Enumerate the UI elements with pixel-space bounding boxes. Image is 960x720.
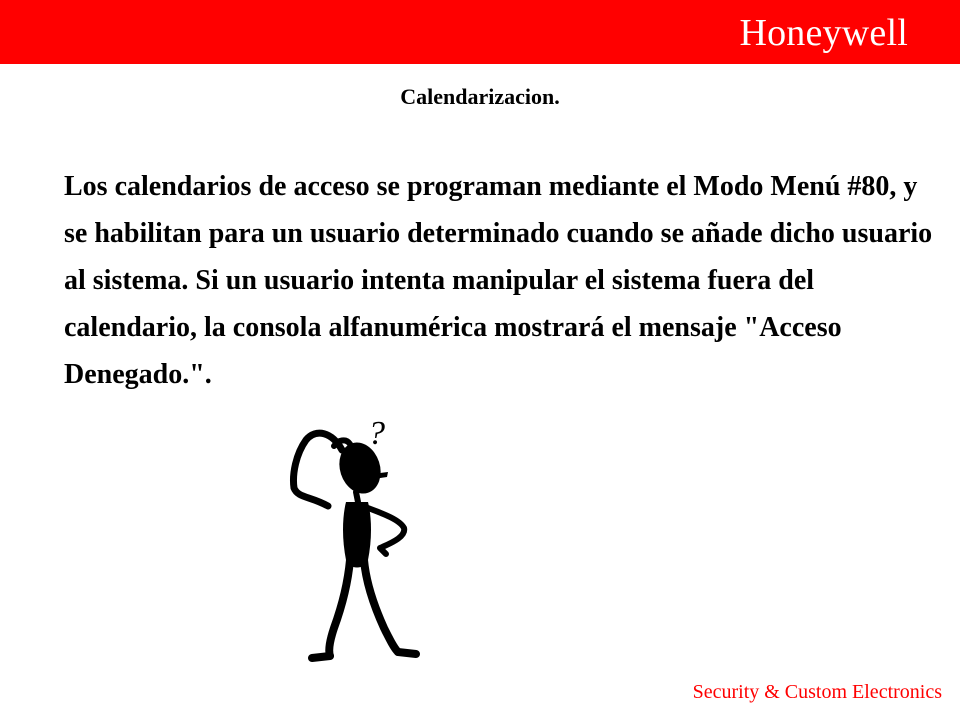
slide-title-text: Calendarizacion.: [400, 84, 560, 109]
brand-bar: [0, 0, 960, 64]
confused-stick-figure-icon: [276, 410, 436, 666]
footer-tagline: Security & Custom Electronics: [692, 681, 942, 703]
slide-title: [0, 83, 960, 111]
body-paragraph: Los calendarios de acceso se programan mediante el Modo Menú #80, y se habilitan para un usuario determinado cuando se añade dicho usuario al sistema. Si un usuario intenta manipular el sistema fuera del calendario, la consola alfanumérica mostrará el mensaje "Acceso Denegado.".: [64, 171, 933, 390]
brand-logo-text: Honeywell: [739, 12, 908, 54]
question-mark: ?: [368, 415, 385, 452]
